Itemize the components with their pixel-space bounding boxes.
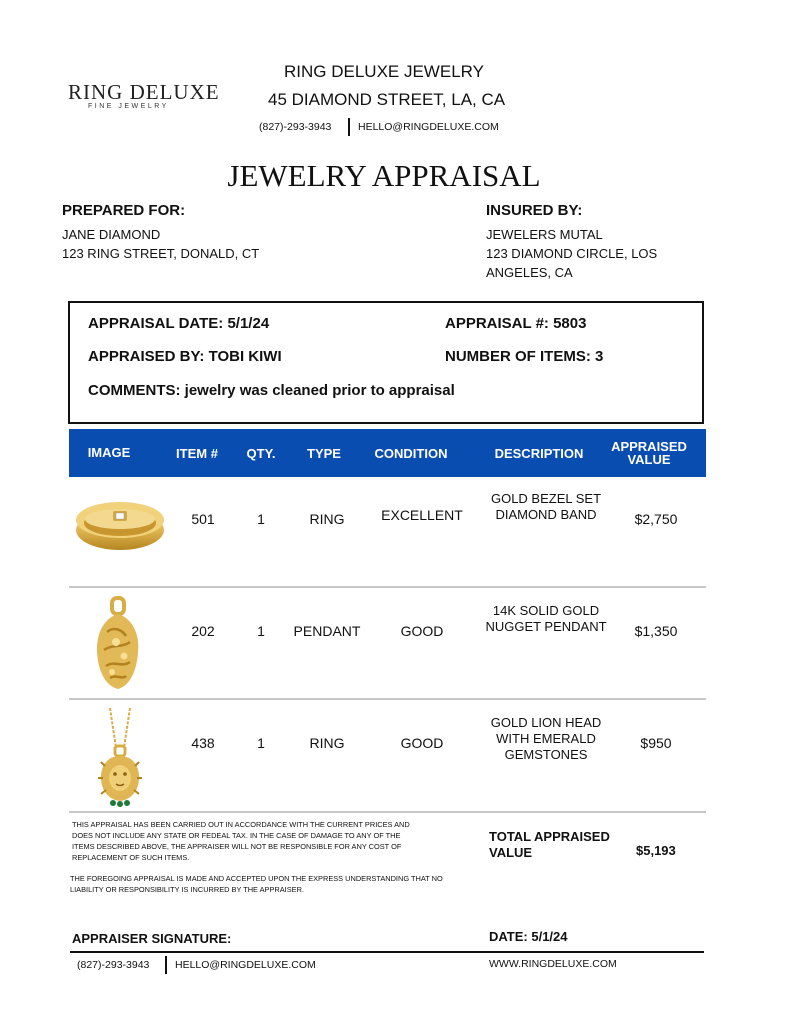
row-divider <box>69 586 706 588</box>
insured-by-label: INSURED BY: <box>486 202 583 219</box>
footer-email: HELLO@RINGDELUXE.COM <box>175 959 316 971</box>
disclaimer-line: THIS APPRAISAL HAS BEEN CARRIED OUT IN ACCORDANCE WITH THE CURRENT PRICES AND <box>72 820 410 829</box>
row3-description-line1: GOLD LION HEAD <box>490 715 602 730</box>
disclaimer-line: DOES NOT INCLUDE ANY STATE OR FEDEAL TAX. IN THE CASE OF DAMAGE TO ANY OF THE <box>72 831 401 840</box>
disclaimer-line: THE FOREGOING APPRAISAL IS MADE AND ACCEPTED UPON THE EXPRESS UNDERSTANDING THAT NO <box>70 874 443 883</box>
row-divider <box>69 811 706 813</box>
gold-ring-icon <box>72 494 168 556</box>
row3-condition: GOOD <box>400 735 444 751</box>
footer-website: WWW.RINGDELUXE.COM <box>489 958 617 970</box>
disclaimer-line: REPLACEMENT OF SUCH ITEMS. <box>72 853 190 862</box>
insured-by-address-line2: ANGELES, CA <box>486 265 573 280</box>
appraisal-number: APPRAISAL #: 5803 <box>445 315 587 332</box>
header-divider <box>348 118 350 136</box>
row2-condition: GOOD <box>400 623 444 639</box>
appraisal-date: APPRAISAL DATE: 5/1/24 <box>88 315 270 332</box>
row3-description-line3: GEMSTONES <box>504 747 588 762</box>
row1-type: RING <box>309 511 345 527</box>
header-description: DESCRIPTION <box>494 446 584 461</box>
table-header <box>69 429 706 477</box>
insured-by-name: JEWELERS MUTAL <box>486 227 603 242</box>
footer-phone: (827)-293-3943 <box>77 959 150 971</box>
row-divider <box>69 698 706 700</box>
footer-divider <box>165 956 167 974</box>
header-phone: (827)-293-3943 <box>259 121 332 133</box>
page-title: JEWELRY APPRAISAL <box>227 158 541 193</box>
signature-date: DATE: 5/1/24 <box>489 929 568 944</box>
total-label-line2: VALUE <box>489 845 533 860</box>
disclaimer-line: LIABILITY OR RESPONSIBILITY IS INCURRED BY THE APPRAISER. <box>70 885 304 894</box>
disclaimer-line: ITEMS DESCRIBED ABOVE, THE APPRAISER WILL NOT BE RESPONSIBLE FOR ANY COST OF <box>72 842 402 851</box>
item-image-pendant <box>92 596 144 692</box>
row2-type: PENDANT <box>293 623 361 639</box>
appraised-by: APPRAISED BY: TOBI KIWI <box>88 348 282 365</box>
number-of-items: NUMBER OF ITEMS: 3 <box>445 348 604 365</box>
gold-nugget-pendant-icon <box>92 596 144 692</box>
row3-qty: 1 <box>257 735 265 751</box>
row1-condition: EXCELLENT <box>381 507 463 523</box>
row3-value: $950 <box>640 735 672 751</box>
row2-description-line1: 14K SOLID GOLD <box>492 603 600 618</box>
logo-wordmark: RING DELUXE <box>68 80 220 104</box>
prepared-for-address: 123 RING STREET, DONALD, CT <box>62 246 260 261</box>
row2-item: 202 <box>191 623 215 639</box>
row3-item: 438 <box>191 735 215 751</box>
header-qty: QTY. <box>246 446 276 461</box>
row3-type: RING <box>309 735 345 751</box>
signature-label: APPRAISER SIGNATURE: <box>72 931 232 946</box>
row1-description-line2: DIAMOND BAND <box>495 507 597 522</box>
company-name: RING DELUXE JEWELRY <box>284 62 484 81</box>
prepared-for-label: PREPARED FOR: <box>62 202 186 219</box>
disclaimer-primary <box>72 819 472 863</box>
item-image-lion-pendant <box>96 708 144 808</box>
row1-qty: 1 <box>257 511 265 527</box>
prepared-for-name: JANE DIAMOND <box>62 227 161 242</box>
disclaimer-secondary <box>70 873 490 895</box>
row1-description-line1: GOLD BEZEL SET <box>490 491 602 506</box>
header-image: IMAGE <box>87 445 131 460</box>
header-type: TYPE <box>307 446 341 461</box>
row2-value: $1,350 <box>634 623 678 639</box>
header-value-line1: APPRAISED <box>611 439 687 454</box>
signature-line <box>70 951 704 953</box>
header-email: HELLO@RINGDELUXE.COM <box>358 121 499 133</box>
header-item: ITEM # <box>176 446 218 461</box>
total-label-line1: TOTAL APPRAISED <box>489 829 610 844</box>
insured-by-address-line1: 123 DIAMOND CIRCLE, LOS <box>486 246 658 261</box>
item-image-ring <box>72 494 168 556</box>
total-value: $5,193 <box>636 843 676 858</box>
logo-subtitle: FINE JEWELRY <box>88 103 169 110</box>
row1-item: 501 <box>191 511 215 527</box>
row2-description-line2: NUGGET PENDANT <box>485 619 607 634</box>
lion-pendant-icon <box>96 708 144 808</box>
header-condition: CONDITION <box>374 446 448 461</box>
company-address: 45 DIAMOND STREET, LA, CA <box>268 90 506 109</box>
header-value-line2: VALUE <box>627 452 671 467</box>
row1-value: $2,750 <box>634 511 678 527</box>
row3-description-line2: WITH EMERALD <box>496 731 596 746</box>
row2-qty: 1 <box>257 623 265 639</box>
comments: COMMENTS: jewelry was cleaned prior to appraisal <box>88 382 455 399</box>
